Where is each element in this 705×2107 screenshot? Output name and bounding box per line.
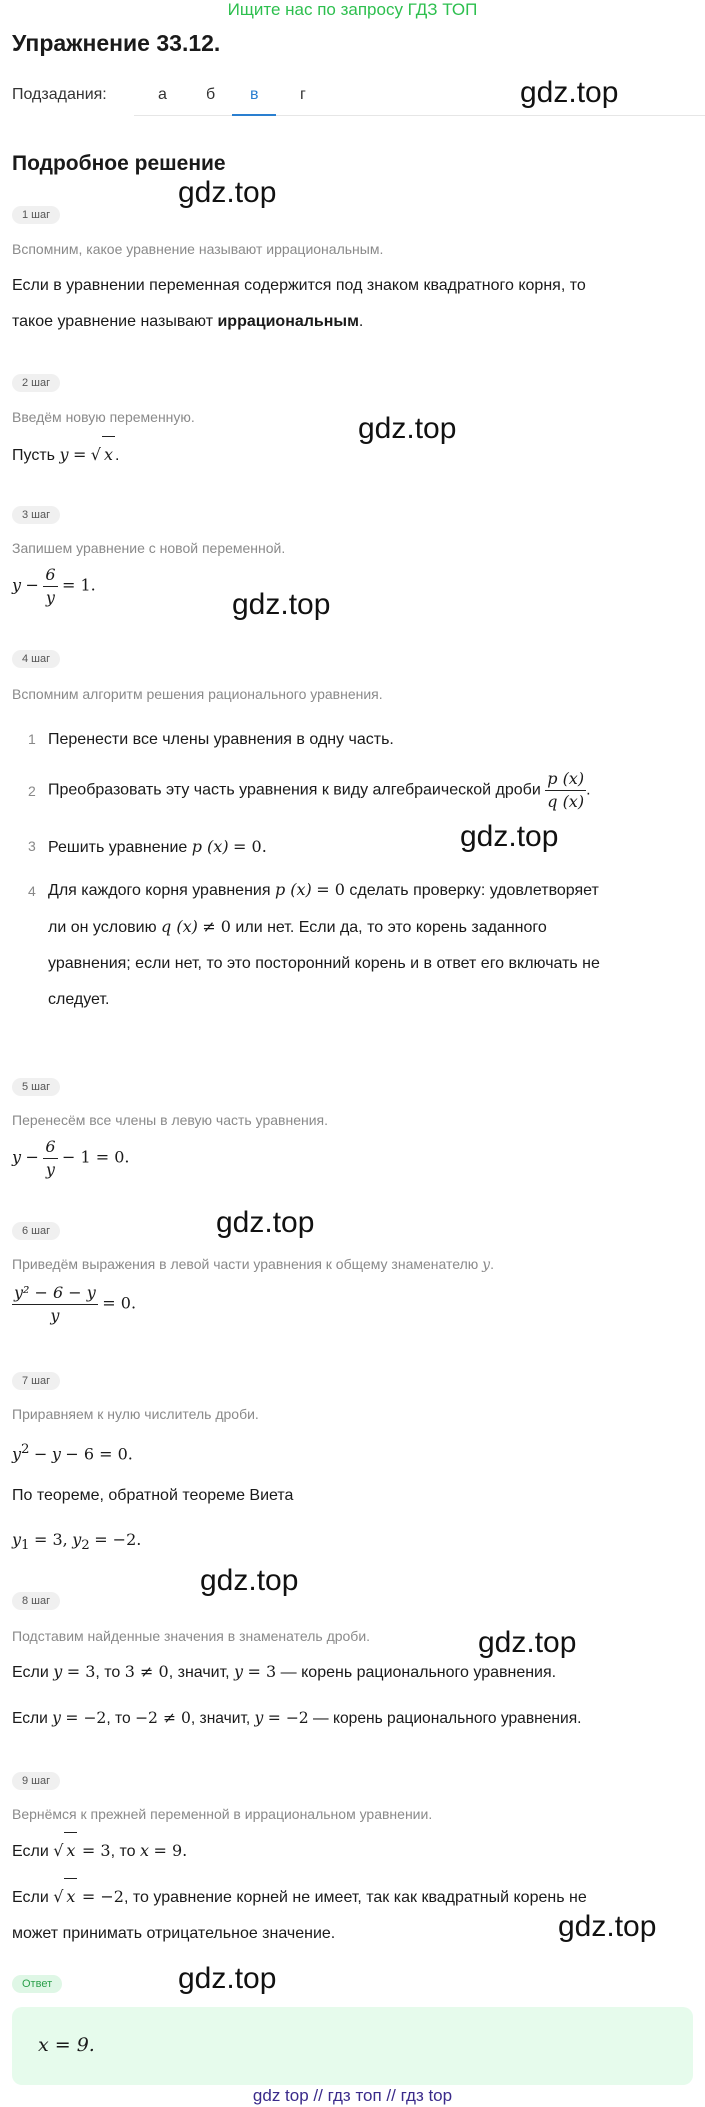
equation: $\frac{\text{y² − 6 − y}}{y}$ = 0. <box>14 1283 137 1325</box>
step-text: По теореме, обратной теореме Виета <box>12 1487 294 1504</box>
step-badge: 8 шаг <box>12 1592 60 1610</box>
equation: y − $\frac{6}{y}$ − 1 = 0. <box>12 1137 130 1179</box>
step-text: Пусть y = √ x . <box>12 436 692 474</box>
step-badge: 7 шаг <box>12 1372 60 1390</box>
watermark: gdz.top <box>178 176 277 209</box>
answer-box <box>12 2007 693 2085</box>
equation: $y_1 = 3$, $y_2 = -2$. <box>12 1530 142 1554</box>
step-text: Если y = 3, то 3 ≠ 0, значит, y = 3 — корень рационального уравнения. <box>12 1662 557 1681</box>
watermark: gdz.top <box>200 1564 299 1597</box>
step-badge: 6 шаг <box>12 1222 60 1240</box>
watermark: gdz.top <box>358 412 457 445</box>
list-item: Решить уравнение p (x) = 0. <box>48 837 267 856</box>
step-hint: Перенесём все члены в левую часть уравнения. <box>12 1112 328 1128</box>
list-number: 4 <box>28 883 36 899</box>
watermark: gdz.top <box>232 588 331 621</box>
step-hint: Вспомним алгоритм решения рационального уравнения. <box>12 686 383 702</box>
step-hint: Введём новую переменную. <box>12 409 195 425</box>
step-hint: Приравняем к нулю числитель дроби. <box>12 1406 259 1422</box>
list-number: 2 <box>28 783 36 799</box>
step-hint: Приведём выражения в левой части уравнения к общему знаменателю y. <box>12 1256 494 1273</box>
tab-v[interactable]: в <box>250 86 259 103</box>
list-item: Для каждого корня уравнения p (x) = 0 сделать проверку: удовлетворяет ли он условию q (x) ≠ 0 или нет. Если да, то это корень заданного уравнения; если нет, то это посторонний корень и в ответ его включать не следует. <box>48 880 600 1008</box>
tab-g[interactable]: г <box>300 86 306 103</box>
watermark: gdz.top <box>216 1206 315 1239</box>
answer-value: x = 9. <box>38 2034 95 2056</box>
step-badge: 2 шаг <box>12 374 60 392</box>
step-hint: Вспомним, какое уравнение называют иррациональным. <box>12 241 384 257</box>
tab-a[interactable]: а <box>158 86 167 103</box>
step-text: Если y = −2, то −2 ≠ 0, значит, y = −2 — корень рационального уравнения. <box>12 1709 582 1727</box>
step-hint: Подставим найденные значения в знаменатель дроби. <box>12 1628 371 1644</box>
tabs-divider <box>134 115 705 116</box>
step-badge: 5 шаг <box>12 1078 60 1096</box>
list-number: 3 <box>28 838 36 854</box>
step-hint: Запишем уравнение с новой переменной. <box>12 540 286 556</box>
subtasks-label: Подзадания: <box>12 86 107 103</box>
section-title: Подробное решение <box>12 152 226 175</box>
footer: gdz top // гдз топ // гдз top <box>252 2086 453 2105</box>
tab-b[interactable]: б <box>206 86 216 103</box>
answer-badge: Ответ <box>12 1975 62 1993</box>
step-text: Если √ x = 3, то x = 9. <box>12 1832 692 1870</box>
equation: y − $\frac{6}{y}$ = 1. <box>12 565 96 607</box>
watermark: gdz.top <box>558 1910 657 1943</box>
watermark: gdz.top <box>178 1962 277 1995</box>
step-badge: 9 шаг <box>12 1772 60 1790</box>
step-hint: Вернёмся к прежней переменной в иррациональном уравнении. <box>12 1806 433 1822</box>
watermark: gdz.top <box>460 820 559 853</box>
watermark: gdz.top <box>520 76 619 109</box>
active-tab-indicator <box>232 114 276 116</box>
list-number: 1 <box>28 731 36 747</box>
page-title: Упражнение 33.12. <box>12 30 221 56</box>
equation: $y^2 - y - 6 = 0$. <box>12 1442 133 1464</box>
step-text: Если √ x = −2, то уравнение корней не имеет, так как квадратный корень не может принимать отрицательное значение. <box>12 1878 692 1952</box>
step-badge: 3 шаг <box>12 506 60 524</box>
step-badge: 4 шаг <box>12 650 60 668</box>
step-text: Если в уравнении переменная содержится под знаком квадратного корня, то такое уравнение называют иррациональным. <box>12 277 586 330</box>
banner: Ищите нас по запросу ГДЗ ТОП <box>227 0 478 19</box>
list-item: Преобразовать эту часть уравнения к виду алгебраической дроби $\frac{p (x)}{q (x)}$ . <box>48 769 591 811</box>
list-item: Перенести все члены уравнения в одну часть. <box>48 731 394 748</box>
watermark: gdz.top <box>478 1626 577 1659</box>
step-badge: 1 шаг <box>12 206 60 224</box>
